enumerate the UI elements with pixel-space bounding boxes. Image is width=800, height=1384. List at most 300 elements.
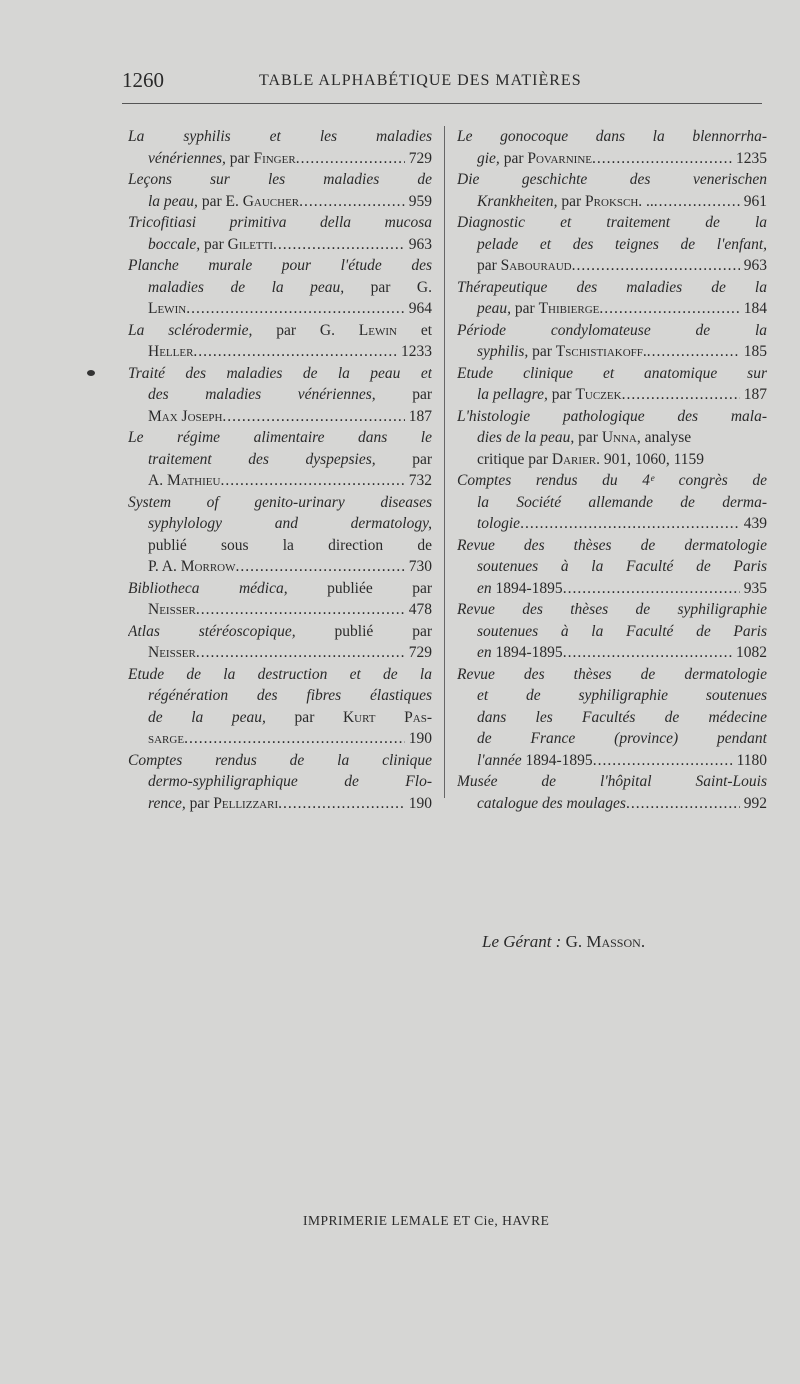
entry-line [457,535,767,557]
author-name: Lewin [148,300,187,317]
title-text: et de syphiligraphie soutenues [477,687,767,704]
entry-line [457,363,767,385]
entry-line [457,255,767,277]
page-ref: 439 [743,515,767,532]
entry-text [128,492,432,514]
title-text: Etude clinique et anatomique sur [457,364,767,382]
title-text: Thérapeutique des maladies de la [457,278,767,296]
title-text: maladies de la peau, [148,278,345,296]
entry-line [457,234,767,256]
author-name: Max Joseph [148,407,223,425]
page-ref: 1082 [736,644,767,661]
gerant-label: Le Gérant : [482,932,562,951]
title-text: pelade et des teignes de l'enfant, [477,235,767,253]
plain-text: par [375,386,432,403]
entry-line [457,599,767,621]
author-name: Mathieu [166,472,221,489]
author-name: Tuczek [575,386,622,403]
entry-text [477,642,563,664]
entry-text [128,427,432,449]
index-entry [457,169,767,212]
entry-text [457,212,767,234]
entry-line [128,685,432,707]
entry-line [128,492,432,514]
entry-text [477,685,767,707]
title-text: vénériennes, [148,149,226,167]
title-text: rence, [148,794,186,812]
entry-line [128,599,432,621]
dot-leader [647,341,740,363]
entry-text [457,169,767,191]
entry-text [477,621,767,643]
entry-line [128,470,432,492]
entry-line [128,771,432,793]
title-text: Période condylomateuse de la [457,321,767,339]
entry-text [457,599,767,621]
title-text: Planche murale pour l'étude des [128,257,432,274]
entry-text [128,126,432,148]
entry-line [128,126,432,148]
entry-text [477,427,691,449]
title-text: l'année [477,751,522,769]
entry-line [457,578,767,600]
dot-leader [186,298,405,320]
right-column [457,126,767,814]
entry-text [148,298,186,320]
entry-text [128,212,432,234]
entry-text [128,363,432,385]
entry-text [148,599,196,621]
dot-leader [599,298,739,320]
index-entry [457,771,767,814]
title-text: Revue des thèses de dermatologie [457,665,767,683]
entry-text [477,578,563,600]
plain-text: 1894-1895 [491,644,563,661]
title-text: Atlas stéréoscopique, [128,622,296,640]
author-name: Darier [551,450,597,468]
index-entry [128,126,432,169]
entry-text [477,255,572,277]
index-entry [128,750,432,815]
entry-text [477,793,626,815]
author-name: Kurt Pas- [342,708,432,726]
entry-line [128,406,432,428]
title-text: en [477,644,492,661]
entry-line [457,621,767,643]
plain-text: par [528,343,556,360]
plain-text: par [499,149,528,167]
entry-line [128,449,432,471]
entry-text [477,384,622,406]
page-ref: 961 [743,192,767,210]
entry-text [457,535,767,557]
entry-text [148,513,432,535]
index-entry [457,599,767,664]
entry-text [148,341,193,363]
title-text: L'histologie pathologique des mala- [457,407,767,425]
title-text: Etude de la destruction et de la [128,665,432,683]
title-text: tologie [477,515,521,532]
entry-line [457,642,767,664]
entry-text [477,148,592,170]
title-text: Die geschichte des venerischen [457,171,767,188]
author-name: Finger [253,149,296,167]
index-entry [457,664,767,772]
plain-text: publié sous la direction de [148,536,432,554]
page-ref: 992 [743,794,767,812]
entry-text [148,556,235,578]
entry-text [477,707,767,729]
entry-line [457,320,767,342]
title-text: soutenues à la Faculté de Paris [477,558,767,575]
dot-leader [563,642,732,664]
index-entry [457,406,767,471]
entry-line [128,212,432,234]
entry-line [128,427,432,449]
header-rule [122,103,762,104]
dot-leader [572,255,740,277]
entry-text [457,126,767,148]
plain-text: , analyse [636,429,692,446]
entry-line [457,341,767,363]
dot-leader [563,578,740,600]
page-ref: 730 [408,558,432,575]
title-text: soutenues à la Faculté de Paris [477,622,767,640]
title-text: dermo-syphiligraphique de Flo- [148,773,432,790]
index-entry [457,212,767,277]
entry-text [148,234,273,256]
page-ref: 478 [408,601,432,618]
index-entry [457,470,767,535]
entry-text [148,642,196,664]
author-name: Povarnine [527,149,593,167]
dot-leader [196,599,405,621]
entry-line [457,470,767,492]
dot-leader [593,750,733,772]
plain-text: publié par [295,622,432,640]
dot-leader [299,191,405,213]
entry-line [457,384,767,406]
entry-line [457,771,767,793]
entry-text [477,556,767,578]
title-text: la peau, [148,192,198,210]
gerant-line [482,932,645,952]
entry-text [457,363,767,385]
entry-line [128,621,432,643]
title-text: Bibliotheca médica, [128,579,288,597]
entry-text [148,771,432,793]
author-name: Tschistiakoff [555,343,643,360]
entry-text [148,707,432,729]
author-name: Sabouraud [500,257,572,274]
entry-line [457,191,767,213]
title-text: boccale, [148,235,201,253]
dot-leader [235,556,404,578]
entry-line [128,234,432,256]
plain-text: par [225,149,254,167]
title-text: Comptes rendus du 4ᵉ congrès de [457,472,767,489]
entry-text [457,771,767,793]
plain-text: par G. [252,321,359,339]
entry-line [128,728,432,750]
page-ref: 729 [408,149,432,167]
entry-text [128,750,432,772]
page-ref: 184 [743,300,767,317]
dot-leader [622,384,740,406]
entry-line [457,793,767,815]
author-name: Morrow [180,558,236,575]
entry-line [457,707,767,729]
plain-text: par [547,386,576,403]
entry-line [457,148,767,170]
plain-text: par [574,429,602,446]
entry-text [148,277,432,299]
entry-line [128,750,432,772]
entry-text [477,728,767,750]
page-ref: 190 [408,794,432,812]
index-entry [128,363,432,428]
page-ref: 190 [408,730,432,747]
dot-leader [278,793,405,815]
dot-leader [654,191,740,213]
author-name: Giletti [227,235,274,253]
title-text: en [477,579,492,597]
plain-text: P. A. [148,558,181,575]
page-ref: 1180 [736,751,767,769]
page-ref: 935 [743,579,767,597]
dot-leader [520,513,740,535]
entry-text [477,513,520,535]
page-ref: 1233 [401,343,432,360]
title-text: traitement des dyspepsies, [148,450,376,468]
entry-text [128,169,432,191]
entry-line [128,255,432,277]
plain-text: par [185,794,214,812]
title-text: Revue des thèses de dermatologie [457,536,767,554]
entry-text [457,470,767,492]
title-text: Le gonocoque dans la blennorrha- [457,128,767,145]
entry-line [128,384,432,406]
entry-text [457,320,767,342]
title-text: Traité des maladies de la peau et [128,364,432,382]
entry-text [128,664,432,686]
index-entry [128,255,432,320]
index-entry [128,492,432,578]
title-text: syphylology and dermatology, [148,515,432,532]
plain-text: par E. [197,192,243,210]
author-name: Proksch [585,192,639,210]
entry-text [477,449,704,471]
title-text: Diagnostic et traitement de la [457,214,767,231]
title-text: catalogue des moulages [477,794,626,812]
page-ref: 185 [743,343,767,360]
entry-text [128,320,432,342]
author-name: Gaucher [242,192,300,210]
dot-leader [184,728,405,750]
plain-text: par [375,450,432,468]
gerant-name: G. Masson. [565,932,646,951]
title-text: gie, [477,149,500,167]
title-text: Comptes rendus de la clinique [128,751,432,769]
entry-text [477,191,654,213]
plain-text: A. [148,472,167,489]
author-name: Pellizzari [213,794,279,812]
index-entry [457,277,767,320]
entry-line [457,750,767,772]
index-entry [128,578,432,621]
entry-line [128,578,432,600]
entry-line [128,642,432,664]
title-text: de France (province) pendant [477,730,767,747]
entry-line [457,169,767,191]
plain-text: par [511,300,539,317]
page-header [122,68,762,98]
entry-line [128,148,432,170]
title-text: dans les Facultés de médecine [477,708,767,726]
page-ref: 1235 [736,149,767,167]
entry-line [128,169,432,191]
plain-text: par G. [344,278,432,296]
column-divider [444,126,445,798]
entry-line [128,298,432,320]
title-text: System of genito-urinary diseases [128,493,432,511]
page-ref: 963 [408,235,432,253]
ink-smudge [87,370,95,376]
author-name: Neisser [148,644,196,661]
plain-text: 1894-1895 [491,579,563,597]
dot-leader [626,793,740,815]
dot-leader [193,341,397,363]
page-ref: 732 [408,472,432,489]
entry-line [128,707,432,729]
title-text: La syphilis et les maladies [128,128,432,145]
dot-leader [222,406,404,428]
index-entry [128,664,432,750]
dot-leader [220,470,404,492]
index-entry [457,320,767,363]
entry-line [128,793,432,815]
entry-text [477,492,767,514]
page-ref: 187 [743,386,767,403]
title-text: régénération des fibres élastiques [148,687,432,704]
title-text: syphilis, [477,343,529,360]
entry-line [457,298,767,320]
plain-text: publiée par [287,579,432,597]
index-entry [457,535,767,600]
entry-line [457,556,767,578]
entry-line [457,277,767,299]
entry-text [148,470,220,492]
entry-line [128,535,432,557]
page-ref: 964 [408,300,432,317]
index-entry [457,126,767,169]
entry-line [128,341,432,363]
entry-text [148,793,278,815]
entry-text [148,406,222,428]
author-name: Heller [148,343,194,360]
entry-line [128,191,432,213]
entry-text [477,234,767,256]
title-text: Le régime alimentaire dans le [128,429,432,446]
entry-line [457,728,767,750]
entry-line [457,492,767,514]
entry-text [457,277,767,299]
dot-leader [196,642,405,664]
entry-text [477,341,647,363]
plain-text: critique par [477,450,552,468]
index-entry [128,621,432,664]
author-name: sarge [148,730,185,747]
title-text: Revue des thèses de syphiligraphie [457,601,767,618]
page-ref: 959 [408,192,432,210]
entry-line [457,212,767,234]
entry-line [457,685,767,707]
plain-text: par [265,708,343,726]
title-text: dies de la peau, [477,429,575,446]
entry-line [128,320,432,342]
page-ref: 729 [408,644,432,661]
dot-leader [296,148,405,170]
plain-text: par [200,235,228,253]
title-text: La sclérodermie, [128,321,253,339]
plain-text: par [557,192,586,210]
entry-line [457,513,767,535]
page-ref: 963 [743,257,767,274]
index-entry [457,363,767,406]
entry-text [148,728,184,750]
entry-line [457,449,767,471]
index-entry [128,320,432,363]
author-name: Unna [601,429,637,446]
title-text: Musée de l'hôpital Saint-Louis [457,773,767,790]
entry-line [128,664,432,686]
entry-line [457,427,767,449]
entry-line [457,664,767,686]
entry-text [128,255,432,277]
entry-line [128,363,432,385]
author-name: Lewin [358,321,397,339]
plain-text: et [396,321,432,339]
entry-text [477,750,593,772]
title-text: de la peau, [148,708,266,726]
entry-text [457,664,767,686]
plain-text: . .. [638,192,654,210]
page-number: 1260 [122,68,164,92]
title-text: Tricofitiasi primitiva della mucosa [128,214,432,231]
entry-text [148,148,296,170]
printer-imprint: IMPRIMERIE LEMALE ET Cie, HAVRE [303,1213,550,1228]
entry-line [128,277,432,299]
entry-line [457,406,767,428]
entry-line [128,556,432,578]
index-entry [128,212,432,255]
index-entry [128,169,432,212]
entry-line [457,126,767,148]
title-text: Leçons sur les maladies de [128,171,432,188]
page-ref: 187 [408,407,432,425]
entry-text [128,578,432,600]
entry-text [148,191,299,213]
entry-text [148,384,432,406]
author-name: Thibierge [538,300,600,317]
plain-text: . [642,343,647,360]
title-text: des maladies vénériennes, [148,386,376,403]
title-text: la pellagre, [477,386,548,403]
plain-text: . 901, 1060, 1159 [596,450,705,468]
dot-leader [273,234,405,256]
dot-leader [592,148,732,170]
left-column [128,126,432,814]
